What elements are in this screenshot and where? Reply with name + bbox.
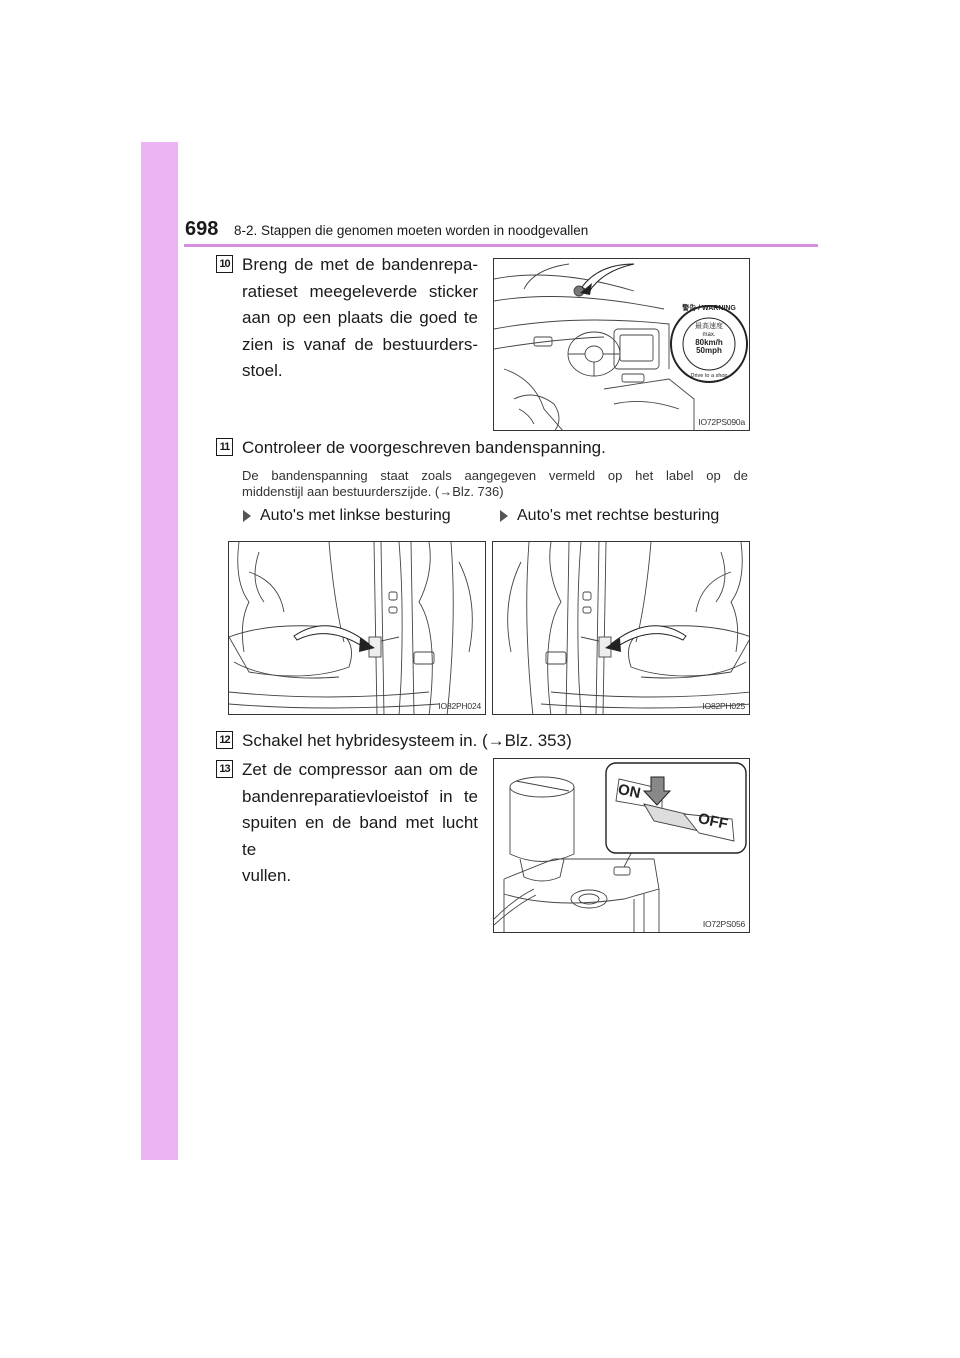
sticker-line: max. xyxy=(702,332,716,338)
triangle-bullet-icon xyxy=(500,510,508,522)
step-10-line: aan op een plaats die goed te xyxy=(242,308,478,327)
step-13-line: bandenreparatievloeistof in te xyxy=(242,786,478,806)
sticker-line: 50mph xyxy=(696,346,722,355)
step-10-text xyxy=(242,252,478,385)
step-number-11: 11 xyxy=(216,438,233,456)
figure-code: IO82PH025 xyxy=(702,701,745,711)
step-10-line: zien is vanaf de bestuurders- xyxy=(242,334,478,354)
figure-compressor xyxy=(493,758,750,933)
sticker-line: 80km/h xyxy=(695,338,723,347)
step-10-line: ratieset meegeleverde sticker xyxy=(242,281,478,301)
caption-rhd-label: Auto's met rechtse besturing xyxy=(517,507,720,524)
header-rule xyxy=(184,244,818,247)
switch-inset-panel xyxy=(606,763,746,853)
sticker-line: 最高速度 xyxy=(695,323,723,330)
sticker-bottom-text: Drive to a shop xyxy=(690,373,728,379)
step-11-note xyxy=(242,468,748,500)
chapter-side-strip xyxy=(141,142,178,1160)
step-12-text: Schakel het hybridesysteem in. (→Blz. 353) xyxy=(242,731,572,750)
step-number-12: 12 xyxy=(216,731,233,749)
figure-code: IO72PS090a xyxy=(698,417,745,427)
lhd-pillar-illustration xyxy=(229,542,486,715)
figure-rhd-pillar xyxy=(492,541,750,715)
sticker-center-text xyxy=(691,323,727,355)
step-13-line: Zet de compressor aan om de xyxy=(242,760,478,779)
switch-on-label: ON xyxy=(616,780,643,803)
figure-code: IO82PH024 xyxy=(438,701,481,711)
triangle-bullet-icon xyxy=(243,510,251,522)
step-13-text xyxy=(242,757,478,890)
step-13-line: vullen. xyxy=(242,866,292,885)
step-11-text: Controleer de voorgeschreven bandenspanning. xyxy=(242,438,606,457)
caption-rhd xyxy=(500,507,719,525)
caption-lhd xyxy=(243,507,451,525)
step-13-line: spuiten en de band met lucht te xyxy=(242,813,478,859)
note-line: middenstijl aan bestuurderszijde. (→Blz. 736) xyxy=(242,484,504,499)
figure-lhd-pillar xyxy=(228,541,486,715)
step-10-line: Breng de met de bandenrepa- xyxy=(242,255,478,274)
step-number-13: 13 xyxy=(216,760,233,778)
note-line: De bandenspanning staat zoals aangegeven vermeld op het label op de xyxy=(242,468,748,483)
step-number-10: 10 xyxy=(216,255,233,273)
step-10-line: stoel. xyxy=(242,361,283,380)
rhd-pillar-illustration xyxy=(493,542,750,715)
caption-lhd-label: Auto's met linkse besturing xyxy=(260,507,451,524)
switch-off-label: OFF xyxy=(696,810,730,833)
figure-sticker-placement xyxy=(493,258,750,431)
chapter-title: 8-2. Stappen die genomen moeten worden in noodgevallen xyxy=(234,223,589,238)
sticker-top-text: 警告 / WARNING xyxy=(682,305,736,312)
figure-code: IO72PS056 xyxy=(702,919,745,929)
page-number: 698 xyxy=(185,218,219,240)
